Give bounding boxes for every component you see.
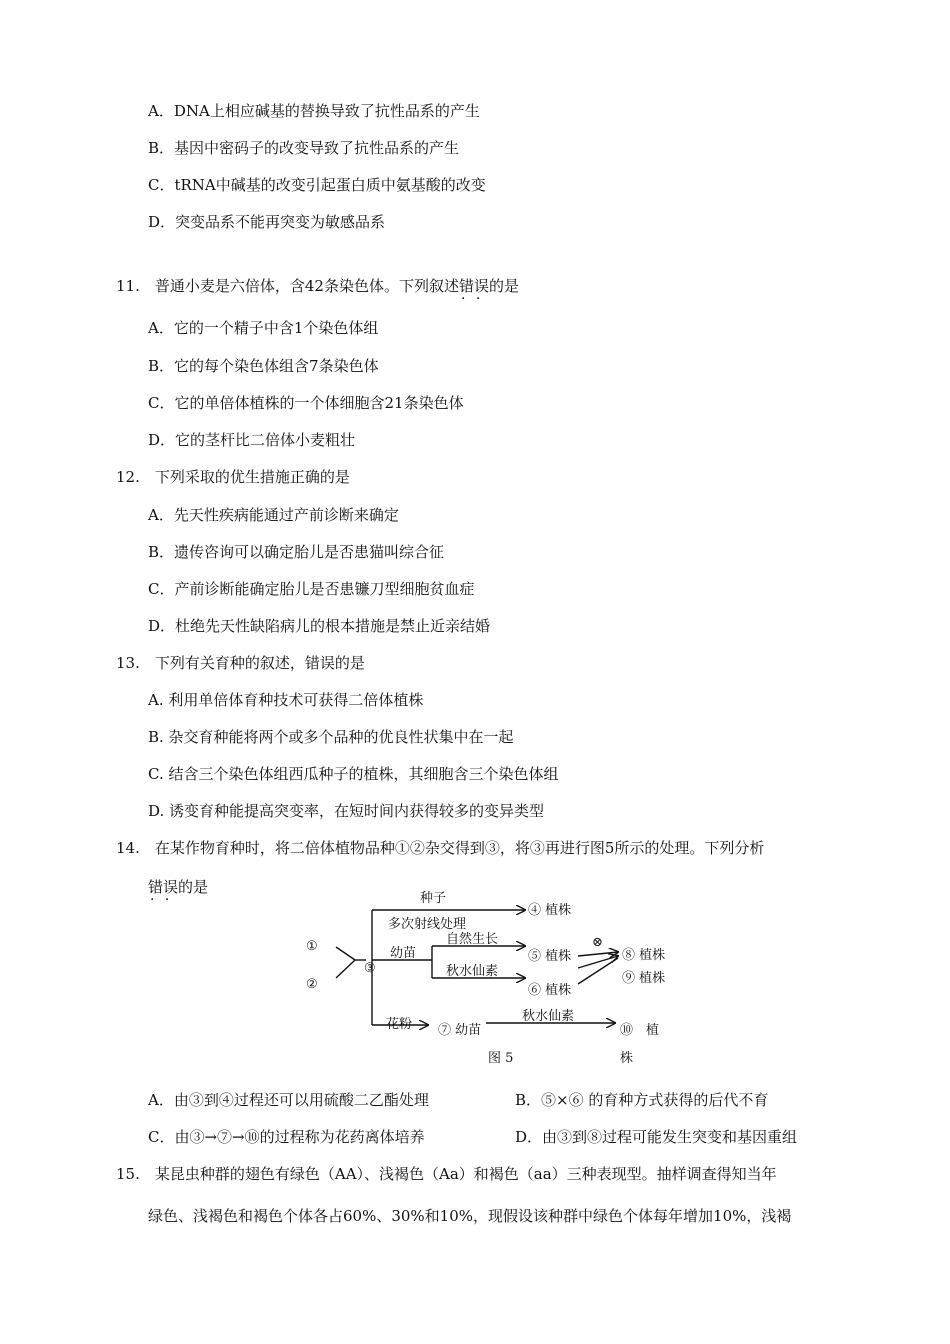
node-1: ① [306, 939, 318, 954]
parent2-line [336, 960, 355, 978]
plant-10-b: 株 [620, 1051, 634, 1066]
to-plant8-arrow [578, 952, 618, 956]
q14-option-c: C．由③→⑦→⑩的过程称为花药离体培养 [148, 1128, 425, 1146]
q10-option-a: A．DNA上相应碱基的替换导致了抗性品系的产生 [148, 102, 480, 120]
seedling-7: ⑦ 幼苗 [438, 1023, 482, 1038]
colchicine2-label: 秋水仙素 [522, 1009, 575, 1024]
q15-stem-line1: 15. 某昆虫种群的翅色有绿色（AA）、浅褐色（Aa）和褐色（aa）三种表现型。抽样调查得知当年 [116, 1165, 777, 1183]
q12-stem: 12. 下列采取的优生措施正确的是 [116, 468, 350, 486]
q11-option-b: B．它的每个染色体组含7条染色体 [148, 357, 379, 375]
q14-stem-emphasis: 错误 · · [148, 877, 178, 897]
q11-option-d: D．它的茎杆比二倍体小麦粗壮 [148, 431, 356, 449]
plant-10-a: ⑩ 植 [620, 1023, 660, 1038]
seedling-label: 幼苗 [390, 946, 417, 961]
seed-label: 种子 [420, 891, 447, 906]
q11-option-c: C．它的单倍体植株的一个体细胞含21条染色体 [148, 394, 464, 412]
q13-option-a: A. 利用单倍体育种技术可获得二倍体植株 [148, 691, 424, 709]
plant-8: ⑧ 植株 [622, 948, 666, 963]
selfing-symbol: ⊗ [592, 935, 603, 950]
q11-option-a: A．它的一个精子中含1个染色体组 [148, 319, 379, 337]
q10-option-b: B．基因中密码子的改变导致了抗性品系的产生 [148, 139, 460, 157]
q13-option-c: C. 结含三个染色体组西瓜种子的植株，其细胞含三个染色体组 [148, 765, 559, 783]
node-3: ③ [364, 961, 376, 976]
q14-stem-line2 [148, 877, 208, 897]
q13-option-d: D. 诱变育种能提高突变率，在短时间内获得较多的变异类型 [148, 802, 545, 820]
q10-option-d: D．突变品系不能再突变为敏感品系 [148, 213, 386, 231]
natural-growth-label: 自然生长 [446, 932, 499, 947]
colchicine-label: 秋水仙素 [446, 964, 499, 979]
plant-5: ⑤ 植株 [528, 949, 572, 964]
q11-stem-post: 的是 [488, 277, 519, 295]
figure-caption: 图 5 [488, 1051, 514, 1066]
parent1-line [336, 947, 355, 960]
q11-stem-emphasis: 错误 · · [459, 276, 489, 296]
pollen-label: 花粉 [386, 1017, 413, 1032]
q12-option-a: A．先天性疾病能通过产前诊断来确定 [148, 506, 399, 524]
q15-stem-line2: 绿色、浅褐色和褐色个体各占60%、30%和10%，现假设该种群中绿色个体每年增加10%，浅褐 [148, 1207, 792, 1225]
q13-option-b: B. 杂交育种能将两个或多个品种的优良性状集中在一起 [148, 728, 514, 746]
q14-option-d: D．由③到⑧过程可能发生突变和基因重组 [515, 1128, 798, 1146]
q11-stem-pre: 11. 普通小麦是六倍体，含42条染色体。下列叙述 [116, 277, 459, 295]
q14-option-b: B．⑤×⑥ 的育种方式获得的后代不育 [515, 1091, 769, 1109]
q14-stem-post: 的是 [178, 878, 209, 896]
q11-stem [116, 276, 519, 296]
plant-6: ⑥ 植株 [528, 983, 572, 998]
q12-option-d: D．杜绝先天性缺陷病儿的根本措施是禁止近亲结婚 [148, 617, 491, 635]
q10-option-c: C．tRNA中碱基的改变引起蛋白质中氨基酸的改变 [148, 176, 486, 194]
radiation-label: 多次射线处理 [388, 917, 467, 932]
breeding-diagram [300, 880, 690, 1070]
q12-option-b: B．遗传咨询可以确定胎儿是否患猫叫综合征 [148, 543, 445, 561]
plant-4: ④ 植株 [528, 903, 572, 918]
plant-9: ⑨ 植株 [622, 971, 666, 986]
q12-option-c: C．产前诊断能确定胎儿是否患镰刀型细胞贫血症 [148, 580, 475, 598]
q14-option-a: A．由③到④过程还可以用硫酸二乙酯处理 [148, 1091, 429, 1109]
q13-stem: 13. 下列有关育种的叙述，错误的是 [116, 654, 365, 672]
q14-stem-line1: 14. 在某作物育种时，将二倍体植物品种①②杂交得到③，将③再进行图5所示的处理。下列分析 [116, 839, 765, 857]
node-2: ② [306, 977, 318, 992]
